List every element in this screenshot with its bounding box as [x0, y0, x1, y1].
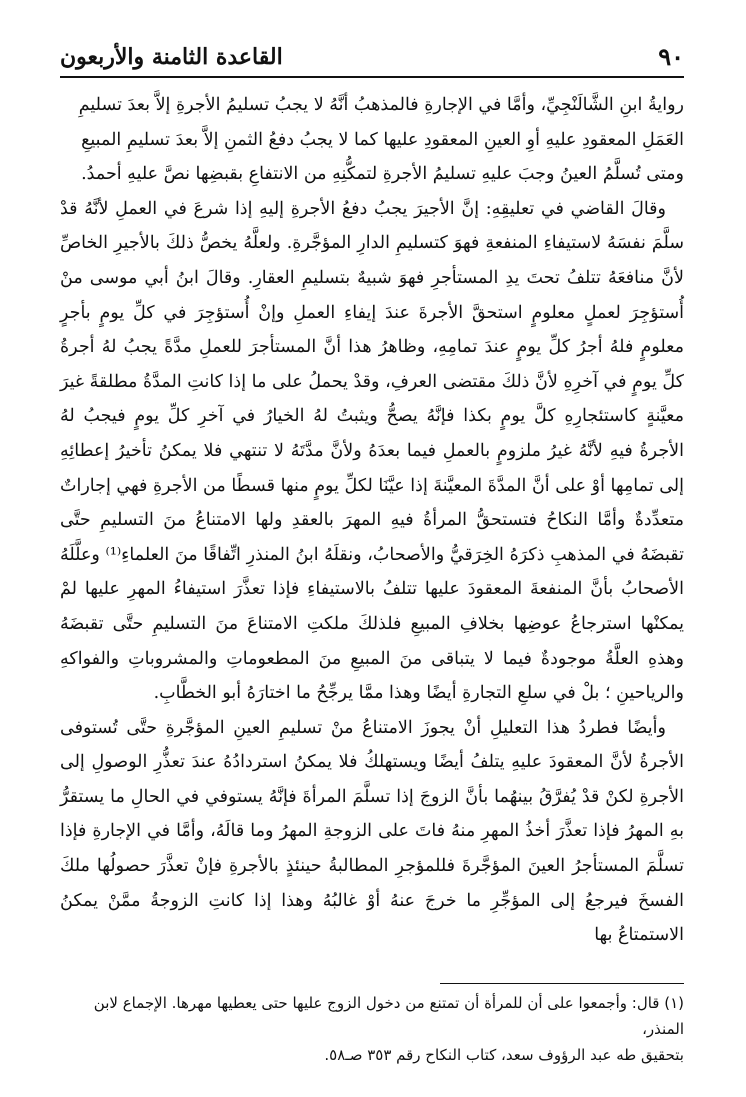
footnote-rule [440, 983, 684, 984]
main-text [60, 88, 684, 953]
header-rule [60, 76, 684, 78]
running-title: القاعدة الثامنة والأربعون [60, 44, 283, 70]
paragraph-3: وأيضًا فطردُ هذا التعليلِ أنْ يجوزَ الامتناعُ منْ تسليمِ العينِ المؤجَّرةِ حتَّى تُستوفى الأجرةُ لأنَّ المعقودَ عليهِ يتلفُ أيضًا ويستهلكُ فلا يمكنُ استردادُهُ عندَ تعذُّرِ الوصولِ إلى الأجرةِ لكنْ قدْ يُفرَّقُ بينهُما بأنَّ الزوجَ إذا تسلَّمَ المرأةَ فإنَّهُ يستوفي في الحالِ ما يستقرُّ بهِ المهرُ فإذا تعذَّرَ أخذُ المهرِ منهُ فاتَ على الزوجةِ المهرُ وما قالَهُ، وأمَّا في الإجارةِ فإذا تسلَّمَ المستأجرُ العينَ المؤجَّرةَ فللمؤجرِ المطالبةُ حينئذٍ بالأجرةِ فإنْ تعذَّرَ حصولُها ملكَ الفسخَ فيرجعُ إلى المؤجِّرِ ما خرجَ عنهُ أوْ غالبُهُ وهذا إذا كانتِ الزوجةُ ممَّنْ يمكنُ الاستمتاعُ بها [60, 717, 684, 946]
footnote-line-1: (١) قال: وأجمعوا على أن للمرأة أن تمتنع من دخول الزوج عليها حتى يعطيها مهرها. الإجماع لابن المنذر، [93, 994, 684, 1038]
page-number: ٩٠ [658, 42, 684, 71]
paragraph-1: روايةُ ابنِ الشَّالَنْجِيِّ، وأمَّا في الإجارةِ فالمذهبُ أنَّهُ لا يجبُ تسليمُ الأجرةِ إلاَّ بعدَ تسليمِ العَمَلِ المعقودِ عليهِ أوِ العينِ المعقودِ عليها كما لا يجبُ دفعُ الثمنِ إلاَّ بعدَ تسليمِ المبيعِ ومتى تُسلَّمُ العينُ وجبَ عليهِ تسليمُ الأجرةِ لتمكُّنِهِ من الانتفاعِ بقبضِها نصَّ عليهِ أحمدُ. [78, 95, 684, 185]
footnote-line-2: بتحقيق طه عبد الرؤوف سعد، كتاب النكاح رقم ٣٥٣ صـ٥٨. [324, 1046, 684, 1064]
paragraph-2: وقالَ القاضي في تعليقِهِ: إنَّ الأجيرَ يجبُ دفعُ الأجرةِ إليهِ إذا شرعَ في العملِ لأنَّهُ قدْ سلَّمَ نفسَهُ لاستيفاءِ المنفعةِ فهوَ كتسليمِ الدارِ المؤجَّرةِ. ولعلَّهُ يخصُّ ذلكَ بالأجيرِ الخاصِّ لأنَّ منافعَهُ تتلفُ تحتَ يدِ المستأجرِ فهوَ شبيهٌ بتسليمِ العقارِ. وقالَ ابنُ أبي موسى منْ أُستؤجِرَ لعملٍ معلومٍ استحقَّ الأجرةَ عندَ إيفاءِ العملِ وإنْ أُستؤجِرَ في كلِّ يومٍ بأجرٍ معلومٍ فلهُ أجرُ كلِّ يومٍ عندَ تمامِهِ، وظاهرُ هذا أنَّ المستأجرَ للعملِ مدَّةً يجبُ لهُ أجرةُ كلِّ يومٍ في آخرِهِ لأنَّ ذلكَ مقتضى العرفِ، وقدْ يحملُ على ما إذا كانتِ المدَّةُ مطلقةً غيرَ معيَّنةٍ كاستئجارِهِ كلَّ يومٍ بكذا فإنَّهُ يصحُّ ويثبتُ لهُ الخيارُ في آخرِ كلِّ يومٍ فيجبُ لهُ الأجرةُ فيهِ لأنَّهُ غيرُ ملزومٍ بالعملِ فيما بعدَهُ ولأنَّ مدَّتَهُ لا تنتهي فلا يمكنُ تأخيرُ إعطائِهِ إلى تمامِها أوْ على أنَّ المدَّةَ المعيَّنةَ إذا عيَّنَا لكلِّ يومٍ منها قسطًا من الأجرةِ فهي إجاراتٌ متعدِّدةٌ وأمَّا النكاحُ فتستحقُّ المرأةُ فيهِ المهرَ بالعقدِ ولها الامتناعُ منَ التسليمِ حتَّى تقبضَهُ في المذهبِ ذكرَهُ الخِرَقيُّ والأصحابُ، ونقلَهُ ابنُ المنذرِ اتِّفاقًا منَ العلماءِ⁽¹⁾ وعلَّلَهُ الأصحابُ بأنَّ المنفعةَ المعقودَ عليها تتلفُ بالاستيفاءِ فإذا تعذَّرَ استيفاءُ المهرِ عليها لمْ يمكنْها استرجاعُ عوضِها بخلافِ المبيعِ فلذلكَ ملكتِ الامتناعَ منَ التسليمِ حتَّى تقبضَهُ وهذهِ العلَّةُ موجودةٌ فيما لا يتباقى منَ المبيعِ منَ المطعوماتِ والمشروباتِ والفواكهِ والرياحينِ ؛ بلْ في سلعِ التجارةِ أيضًا وهذا ممَّا يرجِّحُ ما اختارَهُ أبو الخطَّابِ. [60, 198, 684, 704]
footnote [60, 990, 684, 1068]
page-header [60, 42, 684, 76]
